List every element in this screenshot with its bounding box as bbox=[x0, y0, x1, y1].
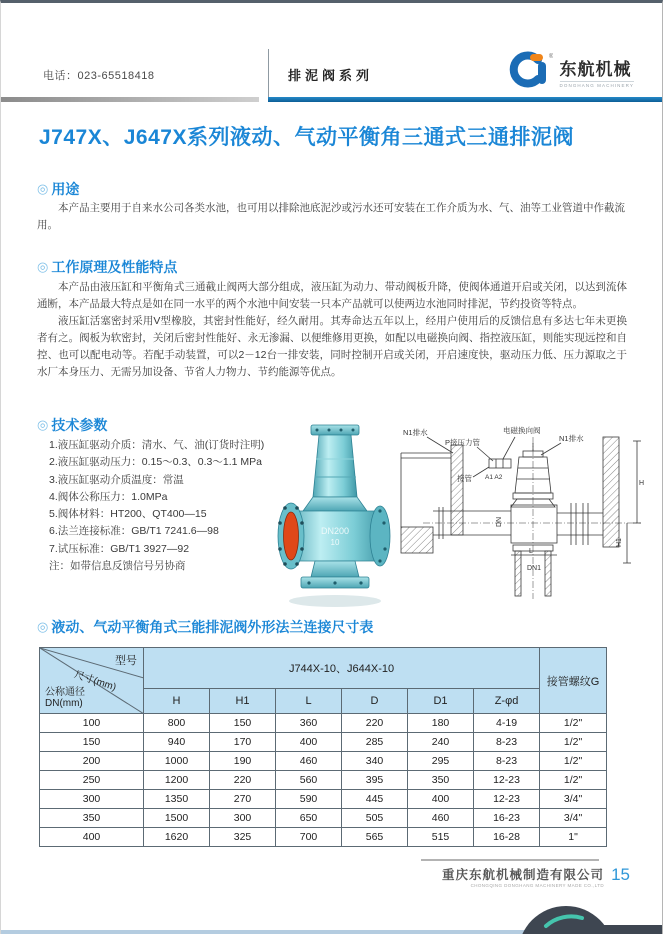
section-bullet-icon: ◎ bbox=[37, 417, 49, 432]
table-row bbox=[40, 752, 607, 771]
cell-value: 340 bbox=[342, 752, 408, 771]
cell-dn: 100 bbox=[40, 714, 144, 733]
spec-item: 3.液压缸驱动介质温度：常温 bbox=[49, 473, 184, 486]
diagram-label-n1-left: N1排水 bbox=[403, 428, 428, 437]
dimension-table bbox=[39, 647, 607, 847]
cell-value: 1" bbox=[540, 828, 607, 847]
cell-value: 8-23 bbox=[474, 733, 540, 752]
section-heading-specs bbox=[37, 415, 107, 435]
cell-value: 360 bbox=[276, 714, 342, 733]
cell-value: 460 bbox=[276, 752, 342, 771]
cell-value: 395 bbox=[342, 771, 408, 790]
cell-value: 650 bbox=[276, 809, 342, 828]
cell-value: 16-28 bbox=[474, 828, 540, 847]
principle-body bbox=[37, 279, 627, 381]
cell-value: 515 bbox=[408, 828, 474, 847]
cell-value: 1/2" bbox=[540, 771, 607, 790]
table-row bbox=[40, 771, 607, 790]
cell-value: 940 bbox=[144, 733, 210, 752]
principle-paragraph-1: 本产品由液压缸和平衡角式三通截止阀两大部分组成，液压缸为动力、带动阀板升降，使阀体通道开启或关闭，以达到流体通断，本产品最大特点是如在同一水平的两个水池中间安装一只本产品就可以使两边水池同时排泥，节约投资等特点。 bbox=[37, 281, 627, 310]
header-divider bbox=[268, 49, 269, 98]
cell-value: 460 bbox=[408, 809, 474, 828]
cell-value: 240 bbox=[408, 733, 474, 752]
table-row bbox=[40, 828, 607, 847]
logo-name-cn: 东航机械 bbox=[559, 60, 632, 79]
diagram-label-dn1: DN1 bbox=[527, 565, 542, 572]
page-number: 15 bbox=[611, 865, 630, 884]
diagram-label-h1: H1 bbox=[616, 538, 623, 547]
section-bullet-icon: ◎ bbox=[37, 619, 49, 634]
cell-value: 295 bbox=[408, 752, 474, 771]
table-body bbox=[40, 714, 607, 847]
floating-widget-button[interactable] bbox=[518, 906, 614, 934]
photo-label-pn: 10 bbox=[330, 538, 340, 547]
cell-value: 16-23 bbox=[474, 809, 540, 828]
cell-value: 1/2" bbox=[540, 752, 607, 771]
table-col-d1: D1 bbox=[408, 689, 474, 714]
cell-value: 560 bbox=[276, 771, 342, 790]
company-logo bbox=[505, 49, 634, 94]
page-title: J747X、J647X系列液动、气动平衡角三通式三通排泥阀 bbox=[39, 126, 574, 149]
spec-item: 4.阀体公称压力：1.0MPa bbox=[49, 490, 168, 503]
table-col-l: L bbox=[276, 689, 342, 714]
cell-value: 180 bbox=[408, 714, 474, 733]
footer-company-en: CHONGQING DONGHANG MACHINERY MADE CO.,LTD bbox=[470, 883, 604, 888]
spec-item: 6.法兰连接标准：GB/T1 7241.6—98 bbox=[49, 525, 219, 538]
table-col-d: D bbox=[342, 689, 408, 714]
section-heading-purpose-label: 用途 bbox=[51, 181, 80, 197]
corner-label-dn-line2: DN(mm) bbox=[45, 698, 83, 709]
cell-value: 590 bbox=[276, 790, 342, 809]
table-model-header: J744X-10、J644X-10 bbox=[144, 648, 540, 689]
principle-paragraph-2: 液压缸活塞密封采用V型橡胶，其密封性能好，经久耐用。其寿命达五年以上，经用户使用后的反馈信息有多达七年未更换者有之。阀板为软密封，关闭后密封性能好、永无渗漏、以便维修用更换，如配以电磁换向阀、指控液压缸，则能实现远控和自控、也可以配电动等。若配手动装置，可以2－12台一排安装，同时控制开启或关闭，开启速度快，驱动压力低、压力源取之于水厂本身压力、无需另加设备、节省人力物力、节约能源等优点。 bbox=[37, 315, 627, 378]
cell-value: 1/2" bbox=[540, 733, 607, 752]
section-bullet-icon: ◎ bbox=[37, 181, 49, 196]
cell-value: 1620 bbox=[144, 828, 210, 847]
header-series-label: 排泥阀系列 bbox=[288, 68, 374, 83]
cell-value: 400 bbox=[408, 790, 474, 809]
widget-arc-icon bbox=[518, 906, 614, 934]
cell-value: 220 bbox=[342, 714, 408, 733]
cell-value: 1500 bbox=[144, 809, 210, 828]
cell-value: 150 bbox=[210, 714, 276, 733]
diagram-label-solenoid: 电磁换向阀 bbox=[503, 426, 541, 435]
diagram-label-l: L bbox=[529, 548, 533, 555]
section-heading-specs-label: 技术参数 bbox=[51, 417, 108, 433]
diagram-label-p-pipe: P接压力管 bbox=[445, 438, 481, 447]
logo-text bbox=[560, 55, 634, 88]
cell-value: 700 bbox=[276, 828, 342, 847]
spec-item: 注：如带信息反馈信号另协商 bbox=[49, 560, 186, 573]
table-thread-header: 接管螺纹G bbox=[540, 648, 607, 714]
cell-value: 190 bbox=[210, 752, 276, 771]
cell-value: 325 bbox=[210, 828, 276, 847]
cell-value: 285 bbox=[342, 733, 408, 752]
cell-dn: 250 bbox=[40, 771, 144, 790]
header-blue-bar bbox=[268, 97, 662, 102]
diagram-label-dn: DN bbox=[496, 516, 503, 527]
cell-value: 1000 bbox=[144, 752, 210, 771]
cell-value: 400 bbox=[276, 733, 342, 752]
cell-value: 4-19 bbox=[474, 714, 540, 733]
purpose-body bbox=[37, 200, 625, 234]
section-heading-dimensions bbox=[37, 617, 373, 637]
footer-company: 重庆东航机械制造有限公司 bbox=[441, 868, 604, 882]
table-col-zd: Z-φd bbox=[474, 689, 540, 714]
cell-value: 445 bbox=[342, 790, 408, 809]
cell-dn: 300 bbox=[40, 790, 144, 809]
spec-item: 5.阀体材料：HT200、QT400—15 bbox=[49, 508, 207, 521]
table-row bbox=[40, 809, 607, 828]
logo-mark-icon bbox=[505, 49, 553, 94]
section-heading-purpose bbox=[37, 179, 79, 199]
cell-value: 1200 bbox=[144, 771, 210, 790]
photo-label-model: DN200 bbox=[320, 526, 350, 536]
diagram-label-ports: A1 A2 bbox=[485, 474, 503, 481]
cell-dn: 200 bbox=[40, 752, 144, 771]
table-row bbox=[40, 790, 607, 809]
spec-item: 2.液压缸驱动压力：0.15～0.3、0.3～1.1 MPa bbox=[49, 456, 262, 469]
cell-value: 8-23 bbox=[474, 752, 540, 771]
cell-value: 270 bbox=[210, 790, 276, 809]
svg-text:®: ® bbox=[548, 54, 553, 60]
cell-value: 800 bbox=[144, 714, 210, 733]
corner-label-dn-line1: 公称通径 bbox=[45, 687, 85, 698]
diagram-label-n1-right: N1排水 bbox=[559, 434, 584, 443]
footer bbox=[442, 865, 604, 888]
section-heading-dimensions-label: 液动、气动平衡角式三能排泥阀外形法兰连接尺寸表 bbox=[51, 619, 374, 635]
table-row bbox=[40, 733, 607, 752]
footer-divider bbox=[421, 859, 599, 861]
cell-value: 565 bbox=[342, 828, 408, 847]
spec-list bbox=[49, 437, 264, 575]
cell-value: 12-23 bbox=[474, 771, 540, 790]
table-col-h1: H1 bbox=[210, 689, 276, 714]
cell-value: 170 bbox=[210, 733, 276, 752]
corner-label-size: 尺寸(mm) bbox=[72, 669, 118, 694]
section-heading-principle bbox=[37, 257, 177, 277]
corner-label-model: 型号 bbox=[115, 655, 137, 667]
cell-dn: 400 bbox=[40, 828, 144, 847]
section-heading-principle-label: 工作原理及性能特点 bbox=[51, 259, 178, 275]
diagram-label-h: H bbox=[639, 480, 645, 487]
table-corner-cell bbox=[40, 648, 144, 714]
header-gray-bar bbox=[1, 97, 259, 102]
installation-diagram bbox=[393, 423, 645, 603]
cell-value: 3/4" bbox=[540, 809, 607, 828]
cell-value: 505 bbox=[342, 809, 408, 828]
spec-item: 1.液压缸驱动介质：清水、气、油(订货时注明) bbox=[49, 439, 265, 451]
table-row bbox=[40, 714, 607, 733]
diagram-label-jieguan: 接管 bbox=[457, 474, 472, 483]
cell-dn: 150 bbox=[40, 733, 144, 752]
cell-value: 350 bbox=[408, 771, 474, 790]
cell-dn: 350 bbox=[40, 809, 144, 828]
spec-item: 7.试压标准：GB/T1 3927—92 bbox=[49, 542, 190, 555]
corner-label-dn bbox=[45, 687, 85, 709]
section-bullet-icon: ◎ bbox=[37, 259, 49, 274]
cell-value: 12-23 bbox=[474, 790, 540, 809]
cell-value: 220 bbox=[210, 771, 276, 790]
valve-photo bbox=[273, 419, 398, 611]
cell-value: 3/4" bbox=[540, 790, 607, 809]
cell-value: 1/2" bbox=[540, 714, 607, 733]
table-col-h: H bbox=[144, 689, 210, 714]
purpose-paragraph: 本产品主要用于自来水公司各类水池，也可用以排除池底泥沙或污水还可安装在工作介质为水、气、油等工业管道中作截流用。 bbox=[37, 202, 625, 231]
cell-value: 300 bbox=[210, 809, 276, 828]
cell-value: 1350 bbox=[144, 790, 210, 809]
logo-name-en: DONGHANG MACHINERY bbox=[559, 83, 634, 88]
header-phone: 电话：023-65518418 bbox=[43, 70, 155, 82]
